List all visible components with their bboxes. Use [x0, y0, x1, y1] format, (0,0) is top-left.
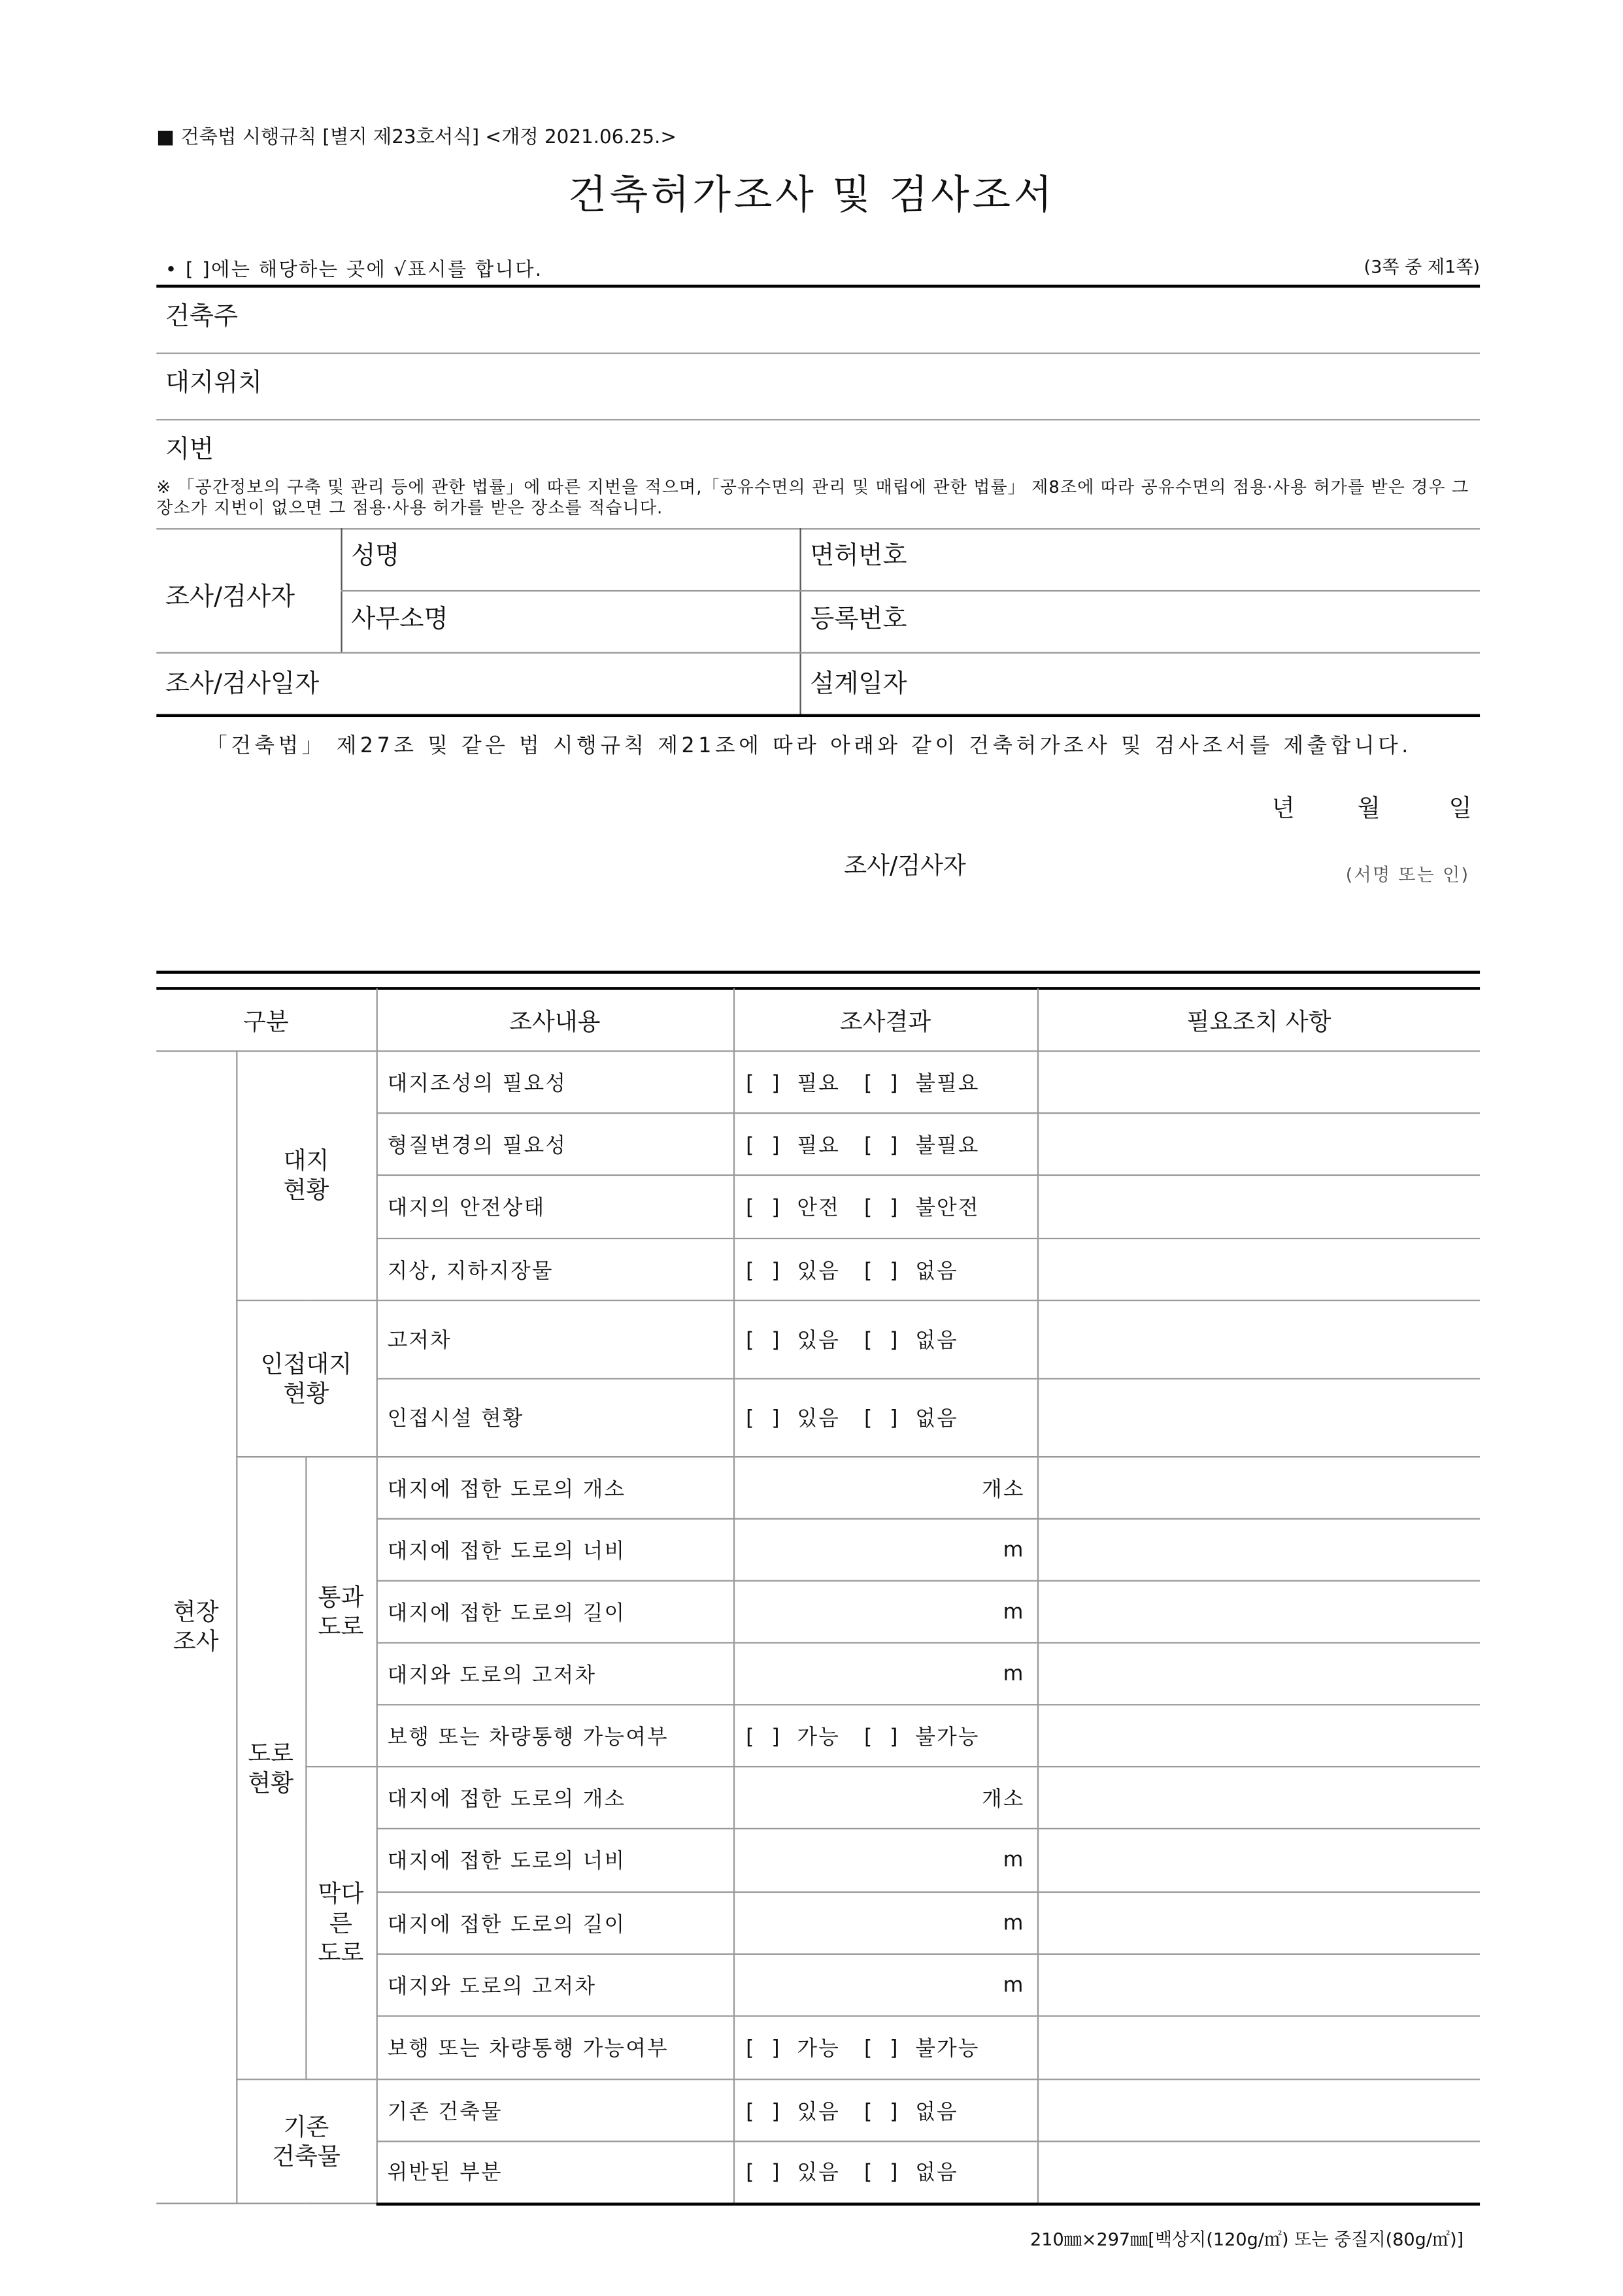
month-label: 월 [1357, 793, 1380, 822]
result-value-field[interactable]: 개소 [733, 1457, 1037, 1519]
table-row [156, 2080, 1480, 2142]
inspection-item: 대지에 접한 도로의 너비 [376, 1519, 733, 1581]
form-reference: ■ 건축법 시행규칙 [별지 제23호서식] <개정 2021.06.25.> [156, 127, 677, 149]
inspection-item: 지상, 지하지장물 [376, 1239, 733, 1301]
header-action: 필요조치 사항 [1037, 988, 1480, 1051]
result-checkbox-group[interactable]: [ ] 필요 [ ] 불필요 [733, 1051, 1037, 1113]
statement: 「건축법」 제27조 및 같은 법 시행규칙 제21조에 따라 아래와 같이 건축허가조사 및 검사조서를 제출합니다. [207, 735, 1412, 759]
required-action-field[interactable] [1037, 1954, 1480, 2016]
owner-field[interactable] [295, 292, 1475, 348]
inspection-item: 인접시설 현황 [376, 1378, 733, 1457]
inspection-item: 기존 건축물 [376, 2080, 733, 2142]
site-location-label: 대지위치 [165, 369, 263, 399]
table-row [156, 1051, 1480, 1113]
result-checkbox-group[interactable]: [ ] 있음 [ ] 없음 [733, 1301, 1037, 1379]
result-checkbox-group[interactable]: [ ] 있음 [ ] 없음 [733, 2080, 1037, 2142]
inspection-item: 대지에 접한 도로의 개소 [376, 1457, 733, 1519]
result-checkbox-group[interactable]: [ ] 있음 [ ] 없음 [733, 1239, 1037, 1301]
result-checkbox-group[interactable]: [ ] 있음 [ ] 없음 [733, 1378, 1037, 1457]
inspection-item: 대지와 도로의 고저차 [376, 1643, 733, 1705]
result-value-field[interactable]: 개소 [733, 1767, 1037, 1829]
signature-field[interactable]: (서명 또는 인) [1345, 864, 1470, 886]
required-action-field[interactable] [1037, 1239, 1480, 1301]
table-row [156, 1301, 1480, 1379]
required-action-field[interactable] [1037, 1051, 1480, 1113]
page-title: 건축허가조사 및 검사조서 [567, 173, 1056, 219]
year-label: 년 [1271, 793, 1295, 822]
inspection-item: 위반된 부분 [376, 2141, 733, 2203]
required-action-field[interactable] [1037, 2141, 1480, 2203]
inspection-item: 보행 또는 차량통행 가능여부 [376, 1705, 733, 1767]
result-value-field[interactable]: m [733, 1954, 1037, 2016]
result-checkbox-group[interactable]: [ ] 가능 [ ] 불가능 [733, 1705, 1037, 1767]
result-checkbox-group[interactable]: [ ] 있음 [ ] 없음 [733, 2141, 1037, 2203]
registration-field[interactable] [929, 593, 1475, 649]
required-action-field[interactable] [1037, 1457, 1480, 1519]
required-action-field[interactable] [1037, 2016, 1480, 2080]
header-content: 조사내용 [376, 988, 733, 1051]
required-action-field[interactable] [1037, 1643, 1480, 1705]
lot-note: ※ 「공간정보의 구축 및 관리 등에 관한 법률」에 따른 지번을 적으며,「공유수면의 관리 및 매립에 관한 법률」 제8조에 따라 공유수면의 점용·사용 허가를 받은 경우 그 장소가 지번이 없으면 그 점용·사용 허가를 받은 장소를 적습니다. [156, 476, 1469, 518]
required-action-field[interactable] [1037, 1175, 1480, 1239]
group-adjacent-site: 인접대지 현황 [236, 1301, 376, 1457]
required-action-field[interactable] [1037, 1301, 1480, 1379]
required-action-field[interactable] [1037, 2080, 1480, 2142]
result-checkbox-group[interactable]: [ ] 안전 [ ] 불안전 [733, 1175, 1037, 1239]
name-label: 성명 [351, 541, 400, 571]
required-action-field[interactable] [1037, 1581, 1480, 1643]
signer-label: 조사/검사자 [844, 851, 966, 880]
required-action-field[interactable] [1037, 1113, 1480, 1175]
inspection-item: 대지에 접한 도로의 길이 [376, 1581, 733, 1643]
name-field[interactable] [443, 531, 794, 588]
date-line [0, 790, 1623, 825]
required-action-field[interactable] [1037, 1378, 1480, 1457]
result-value-field[interactable]: m [733, 1892, 1037, 1954]
inspector-label: 조사/검사자 [165, 582, 295, 612]
owner-label: 건축주 [165, 302, 239, 332]
instruction-note: • [ ]에는 해당하는 곳에 √표시를 합니다. [165, 259, 543, 282]
required-action-field[interactable] [1037, 1892, 1480, 1954]
paper-spec: 210㎜×297㎜[백상지(120g/㎡) 또는 중질지(80g/㎡)] [1029, 2229, 1464, 2250]
required-action-field[interactable] [1037, 1519, 1480, 1581]
group-existing-building: 기존 건축물 [236, 2080, 376, 2204]
group-through-road: 통과 도로 [305, 1457, 376, 1767]
group-dead-end-road: 막다 른 도로 [305, 1767, 376, 2080]
required-action-field[interactable] [1037, 1767, 1480, 1829]
design-date-field[interactable] [929, 658, 1475, 711]
group-road-status: 도로 현황 [236, 1457, 305, 2080]
inspection-table [156, 988, 1480, 2204]
inspection-item: 대지에 접한 도로의 길이 [376, 1892, 733, 1954]
lot-number-field[interactable] [295, 425, 1475, 469]
table-row [156, 1457, 1480, 1519]
office-field[interactable] [472, 593, 794, 649]
result-value-field[interactable]: m [733, 1829, 1037, 1892]
license-label: 면허번호 [810, 541, 907, 571]
result-checkbox-group[interactable]: [ ] 필요 [ ] 불필요 [733, 1113, 1037, 1175]
registration-label: 등록번호 [810, 605, 907, 635]
office-label: 사무소명 [351, 605, 448, 635]
day-label: 일 [1448, 793, 1472, 822]
inspection-date-label: 조사/검사일자 [165, 669, 320, 699]
inspection-item: 형질변경의 필요성 [376, 1113, 733, 1175]
inspection-item: 보행 또는 차량통행 가능여부 [376, 2016, 733, 2080]
required-action-field[interactable] [1037, 1829, 1480, 1892]
result-value-field[interactable]: m [733, 1643, 1037, 1705]
page-info: (3쪽 중 제1쪽) [1364, 256, 1481, 278]
inspection-date-field[interactable] [369, 658, 794, 711]
inspection-item: 대지조성의 필요성 [376, 1051, 733, 1113]
header-result: 조사결과 [733, 988, 1037, 1051]
inspection-item: 대지에 접한 도로의 개소 [376, 1767, 733, 1829]
design-date-label: 설계일자 [810, 669, 907, 699]
license-field[interactable] [929, 531, 1475, 588]
result-value-field[interactable]: m [733, 1519, 1037, 1581]
site-location-field[interactable] [295, 359, 1475, 415]
result-checkbox-group[interactable]: [ ] 가능 [ ] 불가능 [733, 2016, 1037, 2080]
inspection-item: 대지의 안전상태 [376, 1175, 733, 1239]
inspection-item: 고저차 [376, 1301, 733, 1379]
divider [156, 285, 1480, 288]
group-field-survey: 현장 조사 [156, 1051, 236, 2203]
required-action-field[interactable] [1037, 1705, 1480, 1767]
inspection-item: 대지에 접한 도로의 너비 [376, 1829, 733, 1892]
header-category: 구분 [156, 988, 376, 1051]
result-value-field[interactable]: m [733, 1581, 1037, 1643]
group-site-status: 대지 현황 [236, 1051, 376, 1300]
lot-number-label: 지번 [165, 435, 214, 465]
table-row [156, 1767, 1480, 1829]
inspection-item: 대지와 도로의 고저차 [376, 1954, 733, 2016]
